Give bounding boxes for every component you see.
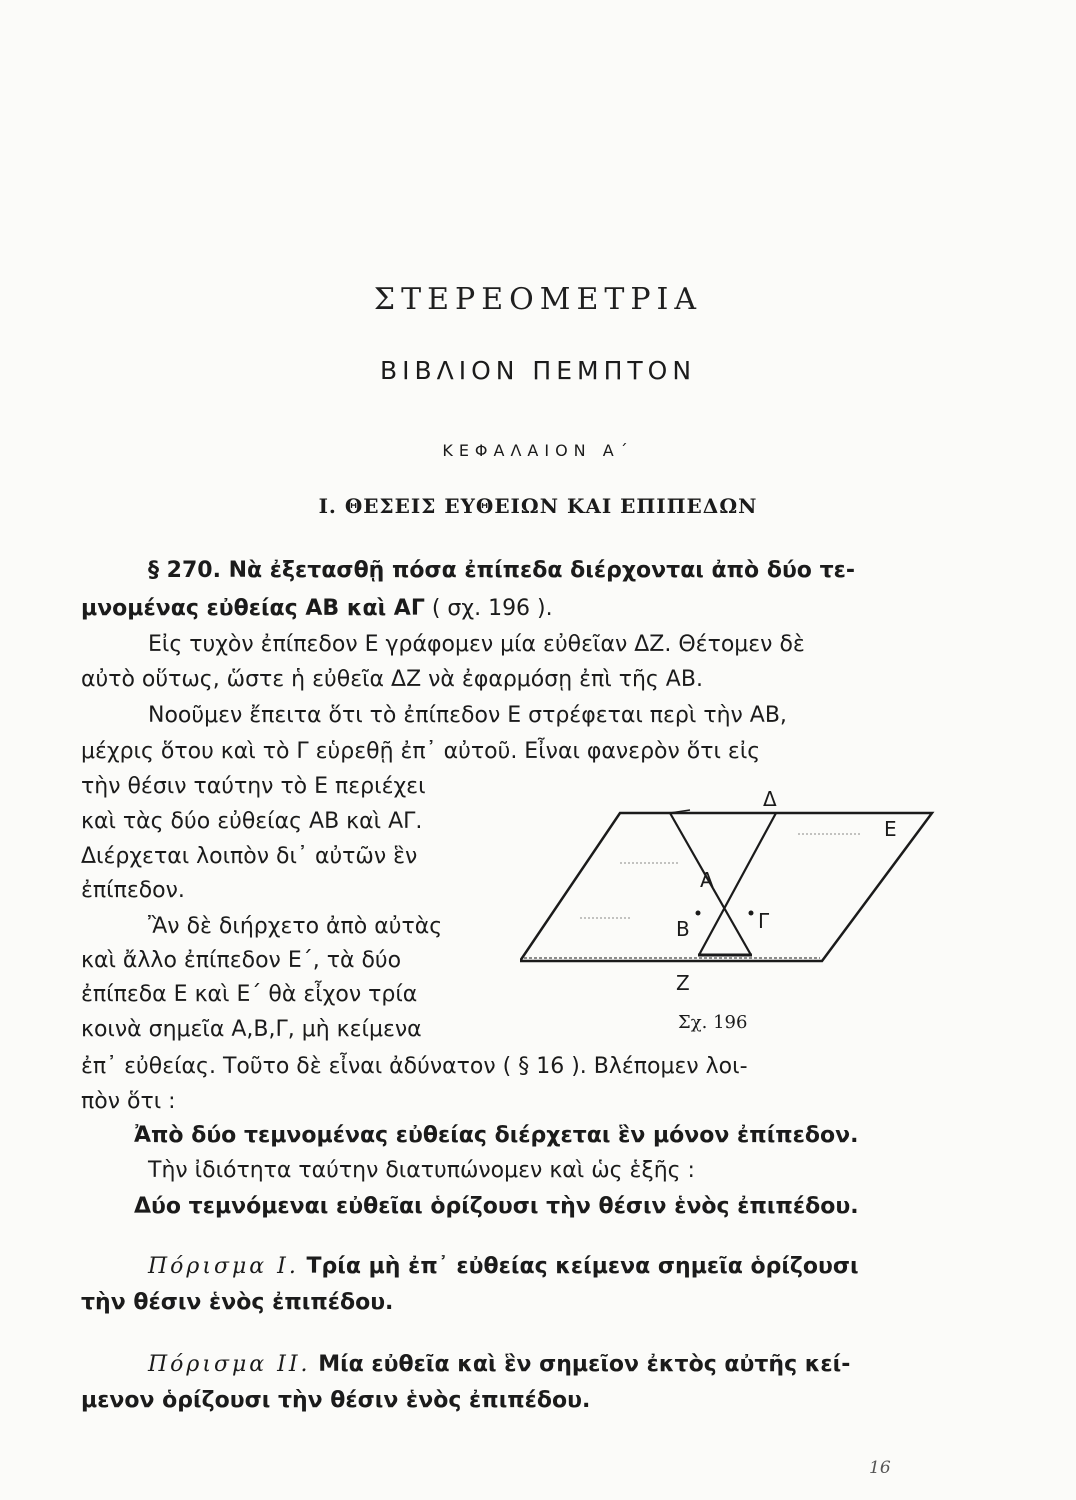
corollary-1-label: Πόρισμα Ι. [148,1254,299,1279]
text-line: Τὴν ἰδιότητα ταύτην διατυπώνομεν καὶ ὡς ἑξῆς : [148,1158,695,1183]
text-line: καὶ ἄλλο ἐπίπεδον Ε΄, τὰ δύο [81,948,402,973]
chapter-heading: ΚΕΦΑΛΑΙΟΝ Α΄ [442,441,634,460]
section-heading: Ι. ΘΕΣΕΙΣ ΕΥΘΕΙΩΝ ΚΑΙ ΕΠΙΠΕΔΩΝ [318,494,758,518]
corollary-1-text: Τρία μὴ ἐπ᾽ εὐθείας κείμενα σημεῖα ὁρίζουσι [298,1254,859,1279]
figure-196 [520,750,940,1000]
paragraph-270-line1 [148,556,855,586]
point-G [749,911,754,916]
paragraph-270-heading-cont: μνομένας εὐθείας ΑΒ καὶ ΑΓ [81,596,425,621]
figure-reference: ( σχ. 196 ). [424,596,553,621]
page-number: 16 [869,1458,891,1478]
text-line: Ἂν δὲ διήρχετο ἀπὸ αὐτὰς [148,914,443,939]
label-G: Γ [758,909,770,933]
theorem-statement: Ἀπὸ δύο τεμνομένας εὐθείας διέρχεται ἓν μόνον ἐπίπεδον. [134,1123,859,1148]
text-line: Νοοῦμεν ἔπειτα ὅτι τὸ ἐπίπεδον Ε στρέφεται περὶ τὴν ΑΒ, [148,703,787,728]
figure-caption: Σχ. 196 [678,1012,748,1033]
text-line: ἐπίπεδα Ε καὶ Ε΄ θὰ εἶχον τρία [81,982,418,1007]
corollary-1-cont: τὴν θέσιν ἑνὸς ἐπιπέδου. [81,1290,394,1315]
paragraph-270-line2 [81,594,553,624]
label-B: Β [676,917,690,941]
label-delta: Δ [763,787,777,811]
text-line: Διέρχεται λοιπὸν δι᾽ αὐτῶν ἓν [81,844,418,869]
text-line: κοινὰ σημεῖα Α,Β,Γ, μὴ κείμενα [81,1017,422,1042]
text-line: τὴν θέσιν ταύτην τὸ Ε περιέχει [81,774,426,799]
theorem-restatement: Δύο τεμνόμεναι εὐθεῖαι ὁρίζουσι τὴν θέσιν ἑνὸς ἐπιπέδου. [134,1194,859,1219]
corollary-2-text: Μία εὐθεῖα καὶ ἓν σημεῖον ἐκτὸς αὐτῆς κεί- [310,1352,851,1377]
paragraph-270-heading: § 270. Νὰ ἐξετασθῇ πόσα ἐπίπεδα διέρχονται ἀπὸ δύο τε- [148,558,855,583]
corollary-2-cont: μενον ὁρίζουσι τὴν θέσιν ἑνὸς ἐπιπέδου. [81,1388,591,1413]
text-line: πὸν ὅτι : [81,1089,176,1114]
text-line: μέχρις ὅτου καὶ τὸ Γ εὑρεθῇ ἐπ᾽ αὐτοῦ. Εἶναι φανερὸν ὅτι εἰς [81,739,761,764]
point-B [696,911,701,916]
book-subtitle: ΒΙΒΛΙΟΝ ΠΕΜΠΤΟΝ [379,356,697,385]
label-A: Α [700,868,714,892]
label-Z: Ζ [676,971,690,995]
text-line: Εἰς τυχὸν ἐπίπεδον Ε γράφομεν μία εὐθεῖαν ΔΖ. Θέτομεν δὲ [148,632,805,657]
corollary-2-label: Πόρισμα ΙΙ. [148,1352,311,1377]
text-line: καὶ τὰς δύο εὐθείας ΑΒ καὶ ΑΓ. [81,809,423,834]
plane-E [520,813,932,961]
text-line: ἐπ᾽ εὐθείας. Τοῦτο δὲ εἶναι ἀδύνατον ( § 16 ). Βλέπομεν λοι- [81,1054,748,1079]
label-E: Ε [884,817,897,841]
text-line: αὐτὸ οὕτως, ὥστε ἡ εὐθεῖα ΔΖ νὰ ἐφαρμόσῃ ἐπὶ τῆς ΑΒ. [81,667,703,692]
book-title: ΣΤΕΡΕΟΜΕΤΡΙΑ [373,282,703,317]
corollary-2 [148,1350,850,1380]
corollary-1 [148,1252,859,1282]
text-line: ἐπίπεδον. [81,878,185,903]
